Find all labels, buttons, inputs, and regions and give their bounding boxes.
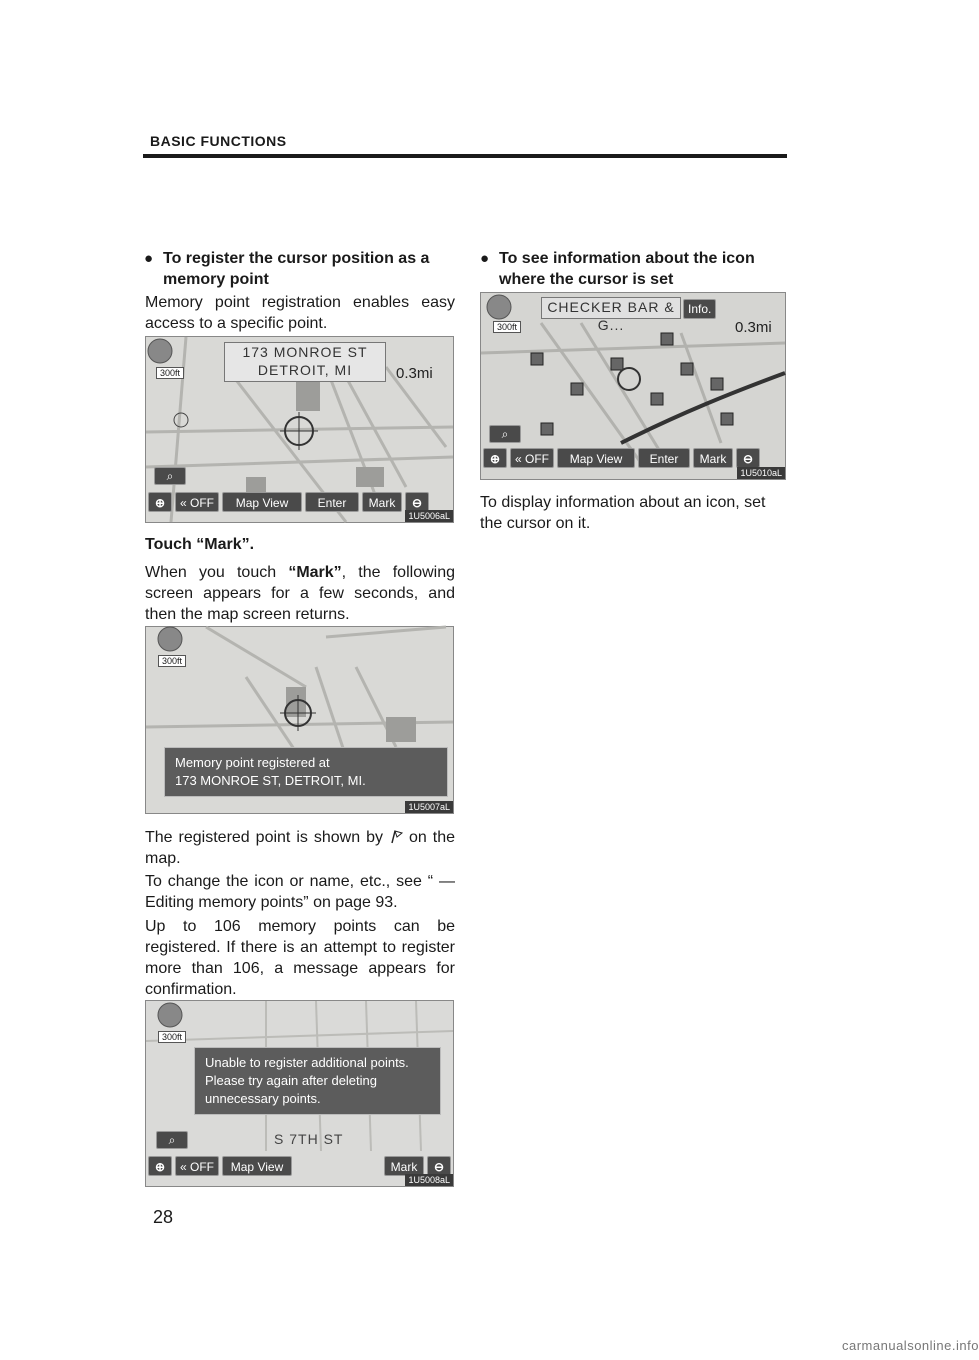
bullet-icon: ● — [480, 250, 490, 267]
map-view-button[interactable]: Map View — [222, 1156, 292, 1176]
intro-paragraph: Memory point registration enables easy access to a specific point. — [145, 294, 455, 332]
voice-button[interactable]: ⌕ — [489, 425, 521, 443]
icon-info-paragraph: To display information about an icon, set the cursor on it. — [480, 494, 766, 532]
distance-readout: 0.3mi — [396, 365, 433, 382]
change-paragraph: To change the icon or name, etc., see “ — Editing memory points” on page 93. — [145, 873, 455, 911]
voice-button[interactable]: ⌕ — [154, 467, 186, 485]
heading-line-1: To see information about the icon — [499, 250, 755, 267]
map-button-bar — [148, 1156, 451, 1176]
screenshot-mark-cursor — [145, 336, 454, 523]
zoom-out-button[interactable]: ⊖ — [736, 448, 760, 468]
scale-indicator: 300ft — [158, 655, 186, 667]
zoom-in-button[interactable]: ⊕ — [148, 1156, 172, 1176]
section-heading-icon-info — [480, 248, 789, 290]
limit-paragraph: Up to 106 memory points can be registered. If there is an attempt to register more than 106, a message appears for confirmation. — [145, 918, 455, 998]
heading-line-2: memory point — [163, 271, 269, 288]
mark-button[interactable]: Mark — [384, 1156, 424, 1176]
zoom-out-button[interactable]: ⊖ — [405, 492, 429, 512]
figure-code: 1U5008aL — [405, 1174, 453, 1186]
message-line-1: Memory point registered at — [175, 755, 330, 770]
enter-button[interactable]: Enter — [305, 492, 359, 512]
heading-line-2: where the cursor is set — [499, 271, 674, 288]
registered-message — [164, 747, 448, 797]
bar-spacer — [295, 1156, 381, 1176]
mark-button[interactable]: Mark — [362, 492, 402, 512]
off-button[interactable]: « OFF — [510, 448, 554, 468]
off-button[interactable]: « OFF — [175, 1156, 219, 1176]
memory-point-flag-icon — [389, 830, 403, 844]
message-line-1: Unable to register additional points. — [205, 1055, 409, 1070]
scale-indicator: 300ft — [493, 321, 521, 333]
step-touch-mark: Touch “Mark”. — [145, 536, 255, 553]
figure-code: 1U5010aL — [737, 467, 785, 479]
unable-message — [194, 1047, 441, 1115]
scale-indicator: 300ft — [158, 1031, 186, 1043]
page-number: 28 — [153, 1207, 174, 1227]
section-heading-memory-point — [144, 248, 455, 290]
after-step-post: , the following screen appears for a few seconds, and then the map screen returns. — [145, 564, 455, 623]
address-line-1: 173 MONROE ST — [242, 344, 368, 360]
registered-paragraph — [145, 827, 455, 869]
after-step-pre: When you touch — [145, 564, 289, 581]
off-button[interactable]: « OFF — [175, 492, 219, 512]
enter-button[interactable]: Enter — [638, 448, 690, 468]
bullet-icon: ● — [144, 250, 154, 267]
zoom-out-button[interactable]: ⊖ — [427, 1156, 451, 1176]
scale-indicator: 300ft — [156, 367, 184, 379]
poi-name-banner: CHECKER BAR & G... — [541, 297, 681, 319]
message-line-2: Please try again after deleting — [205, 1073, 377, 1088]
distance-readout: 0.3mi — [735, 319, 772, 336]
registered-post: on the map. — [145, 829, 456, 867]
after-step-bold: “Mark” — [288, 564, 342, 581]
mark-button[interactable]: Mark — [693, 448, 733, 468]
zoom-in-button[interactable]: ⊕ — [483, 448, 507, 468]
header-rule — [143, 154, 787, 158]
screenshot-registered — [145, 626, 454, 814]
footer-url: carmanualsonline.info — [842, 1338, 979, 1353]
map-view-button[interactable]: Map View — [222, 492, 302, 512]
header-title: BASIC FUNCTIONS — [150, 133, 287, 149]
map-button-bar — [148, 492, 451, 512]
screenshot-icon-info — [480, 292, 786, 480]
street-name: S 7TH ST — [274, 1131, 344, 1147]
figure-code: 1U5006aL — [405, 510, 453, 522]
address-line-2: DETROIT, MI — [257, 362, 353, 378]
voice-button[interactable]: ⌕ — [156, 1131, 188, 1149]
address-banner — [224, 342, 386, 382]
map-button-bar — [483, 448, 783, 468]
map-view-button[interactable]: Map View — [557, 448, 635, 468]
registered-pre: The registered point is shown by — [145, 829, 384, 846]
message-line-3: unnecessary points. — [205, 1091, 321, 1106]
info-button[interactable]: Info. — [683, 299, 716, 319]
figure-code: 1U5007aL — [405, 801, 453, 813]
after-step-paragraph — [145, 562, 455, 625]
screenshot-unable-to-register — [145, 1000, 454, 1187]
heading-line-1: To register the cursor position as a — [163, 250, 430, 267]
message-line-2: 173 MONROE ST, DETROIT, MI. — [175, 773, 366, 788]
zoom-in-button[interactable]: ⊕ — [148, 492, 172, 512]
